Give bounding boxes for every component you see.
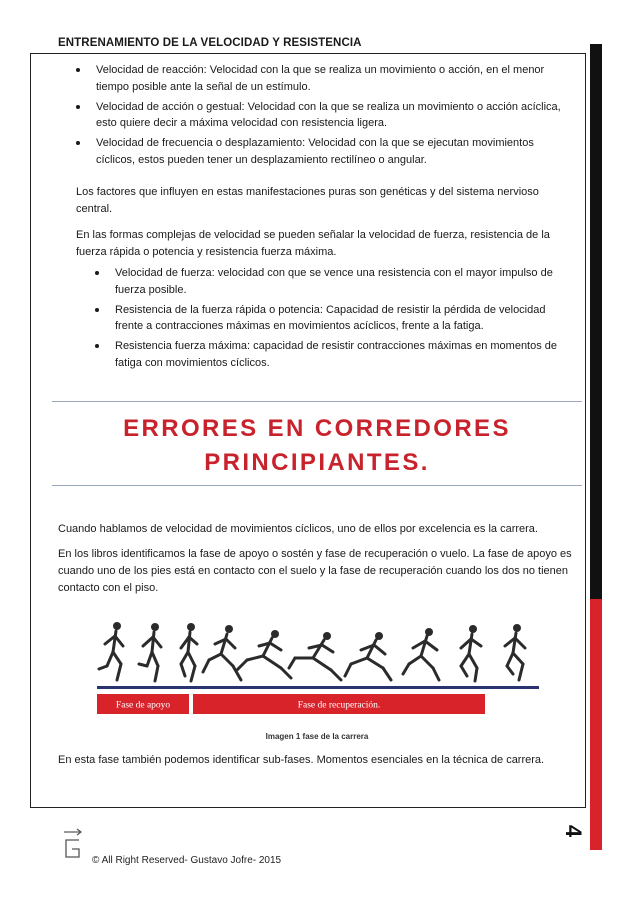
paragraph-ciclicos: Cuando hablamos de velocidad de movimientos cíclicos, uno de ellos por excelencia es la carrera. [58,523,538,535]
bullet-icon [76,105,80,109]
document-header-title: ENTRENAMIENTO DE LA VELOCIDAD Y RESISTENCIA [58,37,362,49]
bullet-icon [95,344,99,348]
figure-caption: Imagen 1 fase de la carrera [265,732,369,741]
page-frame-right [585,53,586,808]
list-item [76,62,568,95]
bullet-icon [95,271,99,275]
velocity-types-list [76,62,568,172]
list-item-text: Velocidad de acción o gestual: Velocidad con la que se realiza un movimiento o acción acíclica, esto quiere decir a máxima velocidad con resistencia ligera. [96,100,561,129]
list-item-text: Resistencia de la fuerza rápida o potencia: Capacidad de resistir la pérdida de velocidad frente a contracciones máximas en movimientos acíclicos, frente a la fatiga. [115,303,546,332]
list-item-text: Velocidad de fuerza: velocidad con que se vence una resistencia con el mayor impulso de fuerza posible. [115,267,553,296]
page-frame-bottom [30,807,586,808]
list-item [95,302,575,335]
ground-line [97,686,539,689]
runner-figure [505,624,525,680]
paragraph-factores: Los factores que influyen en estas manifestaciones puras son genéticas y del sistema nervioso central. [76,186,539,215]
list-item-text: Velocidad de frecuencia o desplazamiento: Velocidad con la que se ejecutan movimientos cíclicos, estos pueden tener un desplazamiento rectilíneo o angular. [96,137,534,166]
paragraph-fases: En los libros identificamos la fase de apoyo o sostén y fase de recuperación o vuelo. La fase de apoyo es cuando uno de los pies está en contacto con el suelo y la fase de recuperación cuando los dos no tienen contacto con el piso. [58,548,572,594]
runner-figure [237,630,291,678]
page-frame-left [30,53,31,808]
list-item [95,338,575,371]
complex-velocity-list [95,265,575,375]
list-item [76,99,568,132]
runner-silhouettes [99,622,525,681]
runner-figure [289,632,341,680]
runner-figure [203,625,241,680]
section-rule-bottom [52,485,582,486]
bullet-icon [76,141,80,145]
paragraph-formas-complejas: En las formas complejas de velocidad se pueden señalar la velocidad de fuerza, resistencia de la fuerza rápida o potencia y resistencia fuerza máxima. [76,229,550,258]
runner-figure [403,628,439,680]
list-item-text: Resistencia fuerza máxima: capacidad de resistir contracciones máximas en momentos de fatiga con movimientos cíclicos. [115,340,558,369]
list-item [95,265,575,298]
section-heading: ERRORES EN CORREDORES PRINCIPIANTES. [123,415,511,476]
section-rule-top [52,401,582,402]
bullet-icon [76,68,80,72]
bullet-icon [95,308,99,312]
footer-copyright: © All Right Reserved- Gustavo Jofre- 2015 [92,855,282,866]
recovery-phase-label: Fase de recuperación. [297,700,381,711]
sidebar-accent-black [590,44,602,599]
runner-figure [99,622,123,680]
paragraph-subfases: En esta fase también podemos identificar sub-fases. Momentos esenciales en la técnica de carrera. [58,754,545,766]
page-number: 4 [561,824,586,838]
list-item-text: Velocidad de reacción: Velocidad con la que se realiza un movimiento o acción, en el menor tiempo posible ante la señal de un estímulo. [96,64,545,93]
running-phases-figure [95,614,545,720]
list-item [76,135,568,168]
runner-figure [181,623,197,681]
sidebar-accent-red [590,599,602,850]
support-phase-label: Fase de apoyo [115,700,171,711]
runner-figure [139,623,161,681]
header-rule [30,53,586,54]
author-logo-icon [60,826,86,860]
runner-figure [461,625,481,681]
runner-figure [345,632,391,680]
